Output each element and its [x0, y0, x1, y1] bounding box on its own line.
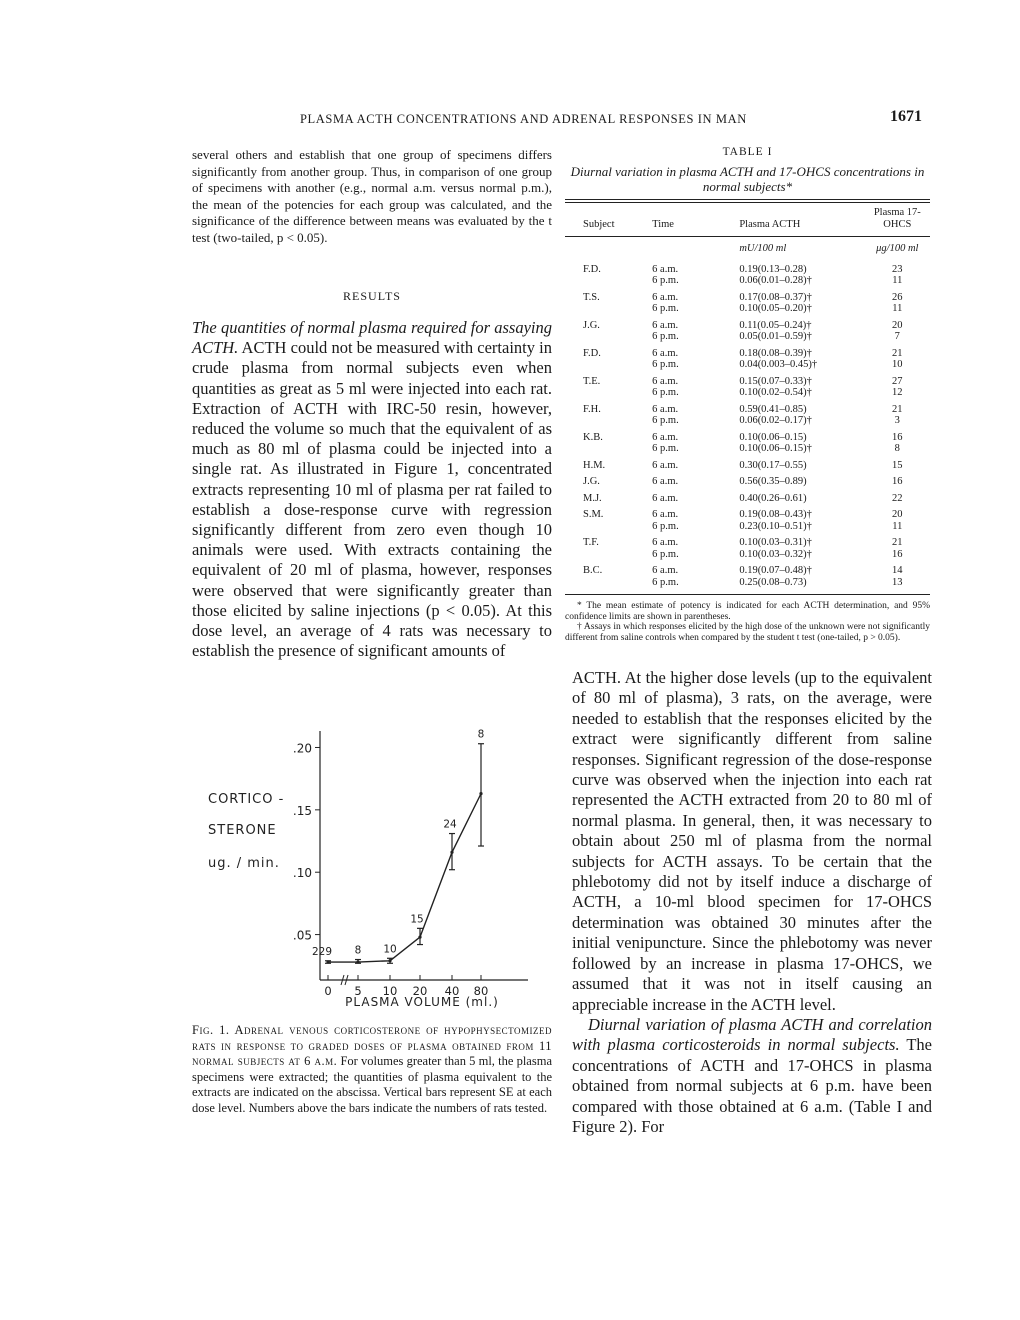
- figure-1-chart: [190, 700, 552, 1020]
- n-label: 10: [383, 943, 397, 956]
- data-point: [479, 792, 482, 795]
- table-cell-ohcs: 15: [892, 459, 903, 471]
- table-row: [565, 259, 930, 276]
- table-cell-ohcs: 7: [894, 331, 900, 342]
- table-cell-acth: 0.04(0.003–0.45)†: [739, 359, 818, 370]
- table-body: [565, 237, 930, 589]
- x-tick-label: 80: [473, 984, 489, 998]
- table-rule-bottom: [565, 594, 930, 595]
- table-title: Diurnal variation in plasma ACTH and 17-OHCS concentrations in normal subjects*: [570, 164, 925, 194]
- table-cell-acth: 0.19(0.13–0.28): [739, 263, 807, 275]
- table-cell-subject: [565, 387, 652, 399]
- table-cell-time: 6 p.m.: [652, 387, 679, 398]
- data-point: [388, 959, 391, 962]
- intro-paragraph: several others and establish that one group of specimens differs significantly from another group. Thus, in comparison of one group of specimens with another (e.g., normal a.m. versus normal p.m.), the mean of the potencies for each group was calculated, and the significance of the difference between means was evaluated by the t test (two-tailed, p < 0.05).: [192, 147, 552, 245]
- table-cell-acth: 0.10(0.06–0.15): [739, 431, 807, 443]
- table-cell-acth: 0.11(0.05–0.24)†: [739, 319, 812, 331]
- table-row: [565, 532, 930, 549]
- table-cell-acth: 0.10(0.06–0.15)†: [739, 443, 812, 454]
- table-cell-time: 6 p.m.: [652, 415, 679, 426]
- right-paragraph-2-body: The concentrations of ACTH and 17-OHCS in plasma obtained from normal subjects at 6 p.m. have been compared with those obtained at 6 a.m. (Table I and Figure 2). For: [572, 1035, 932, 1136]
- table-cell-subject: [565, 577, 652, 589]
- table-header-ohcs: Plasma 17-OHCS: [873, 207, 921, 230]
- table-cell-ohcs: 14: [892, 565, 903, 576]
- x-axis-label: PLASMA VOLUME (ml.): [345, 995, 499, 1009]
- table-cell-ohcs: 11: [892, 520, 903, 532]
- table-row: [565, 549, 930, 561]
- table-unit-cell: [652, 237, 739, 259]
- figure-axes: [208, 728, 528, 1009]
- table-row: [565, 521, 930, 533]
- table-cell-acth: 0.06(0.01–0.28)†: [739, 275, 812, 286]
- table-cell-time: 6 a.m.: [652, 565, 679, 576]
- table-cell-ohcs: 23: [892, 263, 903, 275]
- table-cell-time: 6 p.m.: [652, 359, 679, 370]
- table-cell-acth: 0.15(0.07–0.33)†: [739, 375, 812, 387]
- table-cell-ohcs: 11: [892, 303, 903, 314]
- table-cell-acth: 0.59(0.41–0.85): [739, 403, 807, 415]
- x-tick-label: 0: [324, 984, 332, 998]
- y-tick-label: .10: [292, 866, 312, 881]
- right-paragraph-2: [572, 1015, 932, 1137]
- y-axis-label-line: ug. / min.: [208, 856, 280, 871]
- table-cell-time: 6 p.m.: [652, 520, 679, 532]
- table-cell-subject: [565, 303, 652, 315]
- table-cell-acth: 0.19(0.07–0.48)†: [739, 565, 812, 576]
- table-cell-subject: S.M.: [583, 509, 604, 520]
- table-unit-cell: μg/100 ml: [876, 243, 919, 254]
- results-paragraph-body: ACTH could not be measured with certainty in crude plasma from normal subjects even when quantities as great as 5 ml were injected into each rat. Extraction of ACTH with IRC-50 resin, however, reduced the volume so much that the equivalent of as much as 80 ml of plasma could be injected into a single rat. As illustrated in Figure 1, concentrated extracts representing 10 ml of plasma per rat failed to establish a dose-response curve with regression significantly different from zero even though 10 animals were used. With extracts containing the equivalent of 20 ml of plasma, however, responses were observed that were significantly greater than those elicited by saline injections (p < 0.05). At this dose level, an average of 4 rats was necessary to establish the presence of significant amounts of: [192, 338, 552, 661]
- table-cell-acth: 0.40(0.26–0.61): [739, 492, 807, 504]
- table-cell-subject: F.D.: [583, 263, 601, 275]
- table-cell-time: 6 a.m.: [652, 319, 679, 331]
- table-cell-ohcs: 21: [892, 537, 903, 548]
- table-cell-acth: 0.17(0.08–0.37)†: [739, 291, 812, 303]
- table-cell-acth: 0.10(0.05–0.20)†: [739, 303, 812, 314]
- table-cell-ohcs: 22: [892, 492, 903, 504]
- x-tick-label: 20: [412, 984, 428, 998]
- table-cell-time: 6 a.m.: [652, 347, 679, 359]
- table-row: [565, 577, 930, 589]
- table-cell-subject: B.C.: [583, 565, 603, 576]
- table-cell-acth: 0.30(0.17–0.55): [739, 459, 807, 471]
- figure-caption-title: Adrenal venous corticosterone of hypophysectomized rats in response to graded doses of plasma obtained from 11 normal subjects at 6 a.m.: [192, 1023, 553, 1068]
- table-cell-time: 6 p.m.: [652, 443, 679, 454]
- table-cell-time: 6 a.m.: [652, 509, 679, 520]
- table-row: [565, 399, 930, 416]
- table-cell-ohcs: 16: [892, 548, 903, 560]
- table-cell-ohcs: 10: [892, 359, 903, 370]
- table-row: [565, 359, 930, 371]
- table-cell-subject: [565, 275, 652, 287]
- table-cell-time: 6 a.m.: [652, 459, 679, 471]
- table-cell-ohcs: 3: [894, 415, 900, 426]
- table-cell-time: 6 p.m.: [652, 275, 679, 286]
- right-column-text: [572, 668, 932, 1137]
- table-cell-time: 6 a.m.: [652, 537, 679, 548]
- table-row: [565, 415, 930, 427]
- table-row: [565, 343, 930, 360]
- table-cell-acth: 0.10(0.03–0.32)†: [739, 548, 812, 560]
- table-cell-ohcs: 11: [892, 275, 903, 286]
- table-cell-subject: J.G.: [583, 476, 600, 487]
- table-cell-acth: 0.18(0.08–0.39)†: [739, 347, 812, 359]
- table-cell-ohcs: 26: [892, 291, 903, 303]
- table-cell-ohcs: 27: [892, 375, 903, 387]
- series-line: [328, 794, 481, 962]
- table-unit-cell: mU/100 ml: [739, 243, 787, 254]
- table-cell-subject: [565, 521, 652, 533]
- table-cell-acth: 0.56(0.35–0.89): [739, 476, 807, 487]
- figure-caption-body: For volumes greater than 5 ml, the plasma specimens were extracted; the quantities of plasma equivalent to the extracts are indicated on the abscissa. Vertical bars represent SE at each dose level. Numbers above the bars indicate the numbers of rats tested.: [192, 1054, 552, 1115]
- x-tick-label: 40: [444, 984, 460, 998]
- y-tick-label: .20: [292, 741, 312, 756]
- table-cell-subject: T.S.: [583, 291, 600, 303]
- figure-caption-label: Fig. 1.: [192, 1023, 230, 1037]
- table-row: [565, 371, 930, 388]
- table-cell-subject: M.J.: [583, 492, 602, 504]
- y-tick-label: .15: [292, 803, 312, 818]
- table-header-subject: Subject: [583, 218, 615, 230]
- table-cell-subject: K.B.: [583, 431, 603, 443]
- data-point: [450, 851, 453, 854]
- table-cell-subject: [565, 415, 652, 427]
- table-row: [565, 471, 930, 488]
- results-paragraph-lead: The quantities of normal plasma required for assaying ACTH.: [192, 318, 552, 358]
- table-cell-time: 6 p.m.: [652, 548, 679, 560]
- figure-caption: [192, 1023, 552, 1116]
- table-cell-time: 6 p.m.: [652, 576, 679, 588]
- table-1: [565, 146, 930, 643]
- results-paragraph: [192, 318, 552, 661]
- table-cell-ohcs: 21: [892, 347, 903, 359]
- table-cell-acth: 0.10(0.02–0.54)†: [739, 387, 812, 398]
- table-cell-acth: 0.23(0.10–0.51)†: [739, 520, 812, 532]
- table-row: [565, 560, 930, 577]
- table-units-row: [565, 237, 930, 259]
- y-tick-label: .05: [292, 928, 312, 943]
- y-axis-label-line: STERONE: [208, 823, 277, 838]
- page-number: 1671: [890, 108, 922, 125]
- table-row: [565, 331, 930, 343]
- table-footnote-1: * The mean estimate of potency is indicated for each ACTH determination, and 95% confidence limits are shown in parentheses.: [565, 601, 930, 622]
- table-footnote-2: † Assays in which responses elicited by the high dose of the unknown were not significantly different from saline controls when compared by the student t test (one-tailed, p > 0.05).: [565, 622, 930, 643]
- table-cell-subject: [565, 359, 652, 371]
- table-label: TABLE I: [722, 146, 773, 158]
- table-unit-cell: [565, 237, 652, 259]
- table-row: [565, 303, 930, 315]
- table-row: [565, 287, 930, 304]
- x-tick-label: 10: [382, 984, 398, 998]
- table-row: [565, 504, 930, 521]
- y-axis-label-line: CORTICO -: [208, 792, 285, 807]
- table-cell-time: 6 p.m.: [652, 303, 679, 314]
- data-point: [356, 960, 359, 963]
- table-cell-ohcs: 8: [894, 443, 900, 454]
- table-header-acth: Plasma ACTH: [739, 218, 801, 230]
- table-cell-time: 6 a.m.: [652, 375, 679, 387]
- table-row: [565, 387, 930, 399]
- n-label: 8: [354, 944, 362, 957]
- table-footnotes: [565, 601, 930, 643]
- table-cell-subject: F.D.: [583, 347, 601, 359]
- table-cell-time: 6 a.m.: [652, 263, 679, 275]
- table-cell-time: 6 a.m.: [652, 291, 679, 303]
- running-title: PLASMA ACTH CONCENTRATIONS AND ADRENAL RESPONSES IN MAN: [300, 112, 747, 126]
- figure-marks: [312, 729, 484, 964]
- table-cell-ohcs: 16: [892, 476, 903, 487]
- section-heading-results: RESULTS: [343, 289, 401, 303]
- table-row: [565, 427, 930, 444]
- n-label: 229: [311, 945, 333, 958]
- table-cell-time: 6 a.m.: [652, 476, 679, 487]
- n-label: 8: [477, 728, 485, 741]
- table-cell-subject: T.F.: [583, 537, 599, 548]
- x-tick-label: 5: [354, 984, 362, 998]
- data-point: [326, 960, 329, 963]
- table-row: [565, 275, 930, 287]
- table-cell-ohcs: 20: [892, 319, 903, 331]
- table-cell-acth: 0.19(0.08–0.43)†: [739, 509, 812, 520]
- table-cell-ohcs: 16: [892, 431, 903, 443]
- table-row: [565, 315, 930, 332]
- n-label: 24: [443, 818, 457, 831]
- right-paragraph-1: ACTH. At the higher dose levels (up to the equivalent of 80 ml of plasma), 3 rats, on the average, were needed to establish that the responses elicited by the extract were significantly different from saline responses. Significant regression of the dose-response curve was observed when the injection into each rat represented the ACTH extracted from 20 to 80 ml of normal plasma. In general, then, it was necessary to obtain about 250 ml of plasma from the normal subjects for ACTH assays. To be certain that the phlebotomy did not by itself induce a discharge of ACTH, a 10-ml blood specimen for 17-OHCS determination was obtained 30 minutes after the initial venipuncture. Since the phlebotomy was never followed by an increase in plasma 17-OHCS, we assumed that it was not in itself causing an appreciable increase in the ACTH level.: [572, 668, 932, 1014]
- table-row: [565, 455, 930, 472]
- table-row: [565, 443, 930, 455]
- table-cell-subject: H.M.: [583, 459, 606, 471]
- table-cell-subject: [565, 331, 652, 343]
- table-rule-top: [565, 199, 930, 200]
- table-cell-time: 6 a.m.: [652, 431, 679, 443]
- table-cell-subject: T.E.: [583, 375, 601, 387]
- table-data: [565, 203, 930, 588]
- table-header-time: Time: [652, 218, 674, 230]
- table-cell-subject: [565, 443, 652, 455]
- n-label: 15: [410, 913, 424, 926]
- table-cell-acth: 0.10(0.03–0.31)†: [739, 537, 812, 548]
- table-cell-acth: 0.05(0.01–0.59)†: [739, 331, 812, 342]
- table-cell-subject: [565, 549, 652, 561]
- data-point: [418, 935, 421, 938]
- table-cell-ohcs: 12: [892, 387, 903, 398]
- table-cell-acth: 0.06(0.02–0.17)†: [739, 415, 812, 426]
- table-cell-acth: 0.25(0.08–0.73): [739, 576, 807, 588]
- table-cell-ohcs: 21: [892, 403, 903, 415]
- table-cell-time: 6 a.m.: [652, 403, 679, 415]
- table-cell-subject: F.H.: [583, 403, 601, 415]
- table-cell-time: 6 a.m.: [652, 492, 679, 504]
- table-row: [565, 488, 930, 505]
- table-cell-subject: J.G.: [583, 319, 600, 331]
- table-cell-time: 6 p.m.: [652, 331, 679, 342]
- table-cell-ohcs: 20: [892, 509, 903, 520]
- right-paragraph-2-lead: Diurnal variation of plasma ACTH and correlation with plasma corticosteroids in normal subjects.: [572, 1014, 932, 1055]
- table-cell-ohcs: 13: [892, 576, 903, 588]
